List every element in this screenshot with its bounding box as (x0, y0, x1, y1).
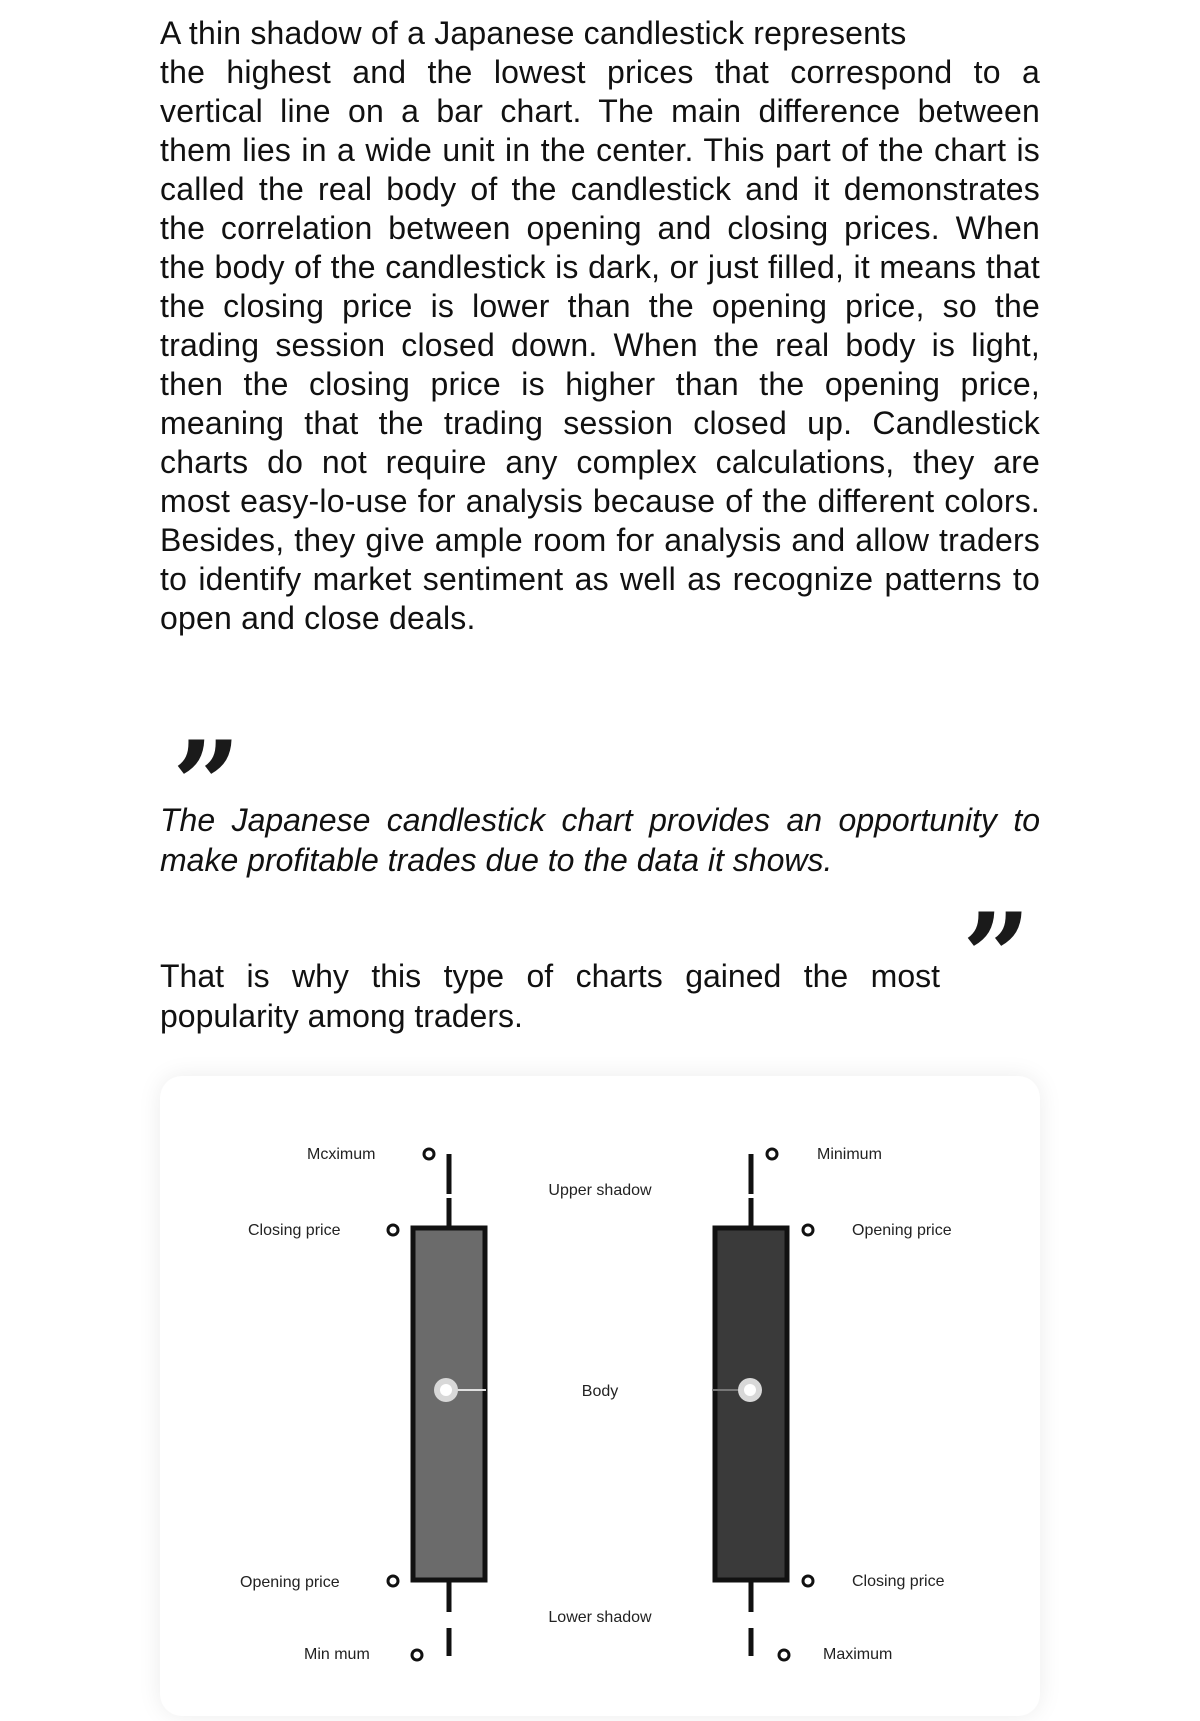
bullish-lower-body-label: Opening price (240, 1574, 340, 1591)
bearish-lower-body-label: Closing price (852, 1573, 945, 1590)
paragraph-body: the highest and the lowest prices that correspond to a vertical line on a bar chart. The main difference between them lies in a wide unit in the center. This part of the chart is called the real body of the candlestick and it demonstrates the correlation between opening and closing prices. When the body of the candlestick is dark, or just filled, it means that the closing price is lower than the opening price, so the trading session closed down. When the real body is light, then the closing price is higher than the opening price, meaning that the trading session closed up. Candlestick charts do not require any complex calculations, they are most easy-lo-use for analysis because of the different colors. Besides, they give ample room for analysis and allow traders to identify market sentiment as well as recognize patterns to open and close deals. (160, 54, 1040, 636)
bullish-top-label: Mcximum (307, 1146, 376, 1163)
bearish-labels (767, 1146, 952, 1663)
bullish-upper-body-marker-icon (388, 1225, 398, 1235)
bearish-lower-body-marker-icon (803, 1576, 813, 1586)
paragraph-first-line: A thin shadow of a Japanese candlestick represents (160, 15, 907, 51)
candlestick-figure (160, 1076, 1040, 1716)
bearish-bottom-marker-icon (779, 1650, 789, 1660)
bullish-lower-body-marker-icon (388, 1576, 398, 1586)
candlestick-diagram (160, 1076, 1040, 1716)
bearish-upper-body-label: Opening price (852, 1222, 952, 1239)
bullish-bottom-marker-icon (412, 1650, 422, 1660)
body-label: Body (581, 1383, 619, 1400)
bullish-upper-body-label: Closing price (248, 1222, 341, 1239)
quote-mark-icon: ” (172, 715, 228, 856)
pull-quote: The Japanese candlestick chart provides an opportunity to make profitable trades due to the data it shows. (160, 802, 1040, 878)
bearish-top-marker-icon (767, 1149, 777, 1159)
bearish-body (715, 1228, 787, 1580)
center-labels (548, 1182, 652, 1626)
bearish-bottom-label: Maximum (823, 1646, 893, 1663)
body-paragraph (160, 14, 1040, 638)
bullish-bottom-label: Min mum (304, 1646, 370, 1663)
closing-paragraph: That is why this type of charts gained the most popularity among traders. (160, 958, 940, 1034)
bullish-body-marker-core (440, 1384, 452, 1396)
bearish-top-label: Minimum (817, 1146, 882, 1163)
bearish-candlestick (712, 1154, 787, 1656)
bullish-candlestick (413, 1154, 486, 1656)
lower-shadow-label: Lower shadow (548, 1609, 652, 1626)
bullish-labels (240, 1146, 434, 1663)
bearish-upper-body-marker-icon (803, 1225, 813, 1235)
upper-shadow-label: Upper shadow (548, 1182, 652, 1199)
quote-mark-icon: ” (962, 887, 1018, 1028)
bullish-body (413, 1228, 485, 1580)
bullish-top-marker-icon (424, 1149, 434, 1159)
bearish-body-marker-core (744, 1384, 756, 1396)
